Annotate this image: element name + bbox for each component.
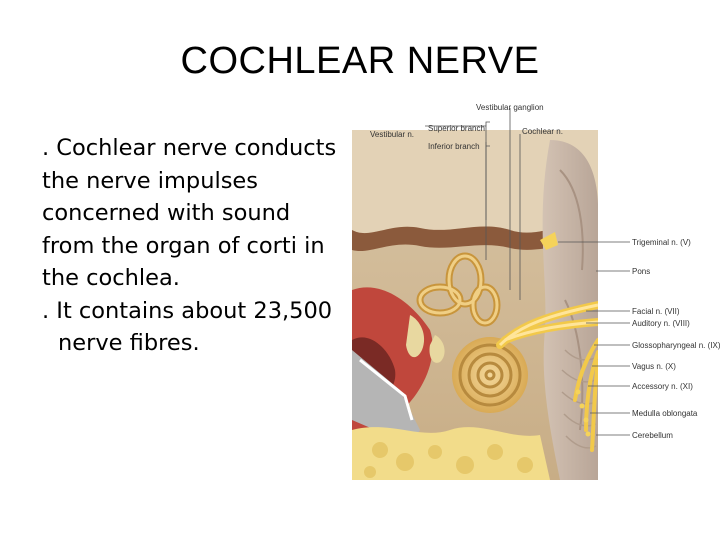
bullet-1-line-4: from the organ of corti in [42,232,325,259]
label-pons: Pons [632,267,651,276]
label-medulla-oblongata: Medulla oblongata [632,409,698,418]
anatomy-drawing [352,100,720,484]
bullet-1-line-1: . Cochlear nerve conducts [42,135,337,161]
bullet-1-line-2: the nerve impulses [42,167,258,194]
label-trigeminal-nerve: Trigeminal n. (V) [632,238,691,247]
label-vestibular-nerve: Vestibular n. [370,130,415,139]
label-accessory-nerve: Accessory n. (XI) [632,382,693,391]
label-glossopharyngeal-nerve: Glossopharyngeal n. (IX) [632,341,720,350]
slide-title: COCHLEAR NERVE [180,40,540,82]
label-auditory-nerve: Auditory n. (VIII) [632,319,690,328]
bullet-2-line-2: nerve fibres. [58,330,200,356]
label-facial-nerve: Facial n. (VII) [632,307,680,316]
label-inferior-branch: Inferior branch [428,142,480,151]
bullet-1-line-3: concerned with sound [42,200,291,226]
ear-anatomy-figure [350,100,720,484]
bullet-2-line-1: . It contains about 23,500 [42,297,333,324]
label-superior-branch: Superior branch [428,124,485,133]
label-vestibular-ganglion: Vestibular ganglion [476,103,544,112]
bullet-list [42,132,352,360]
label-cerebellum: Cerebellum [632,431,673,440]
label-vagus-nerve: Vagus n. (X) [632,362,676,371]
bullet-1-line-5: the cochlea. [42,265,180,291]
ear-anatomy-illustration [350,100,720,484]
label-cochlear-nerve: Cochlear n. [522,127,563,136]
